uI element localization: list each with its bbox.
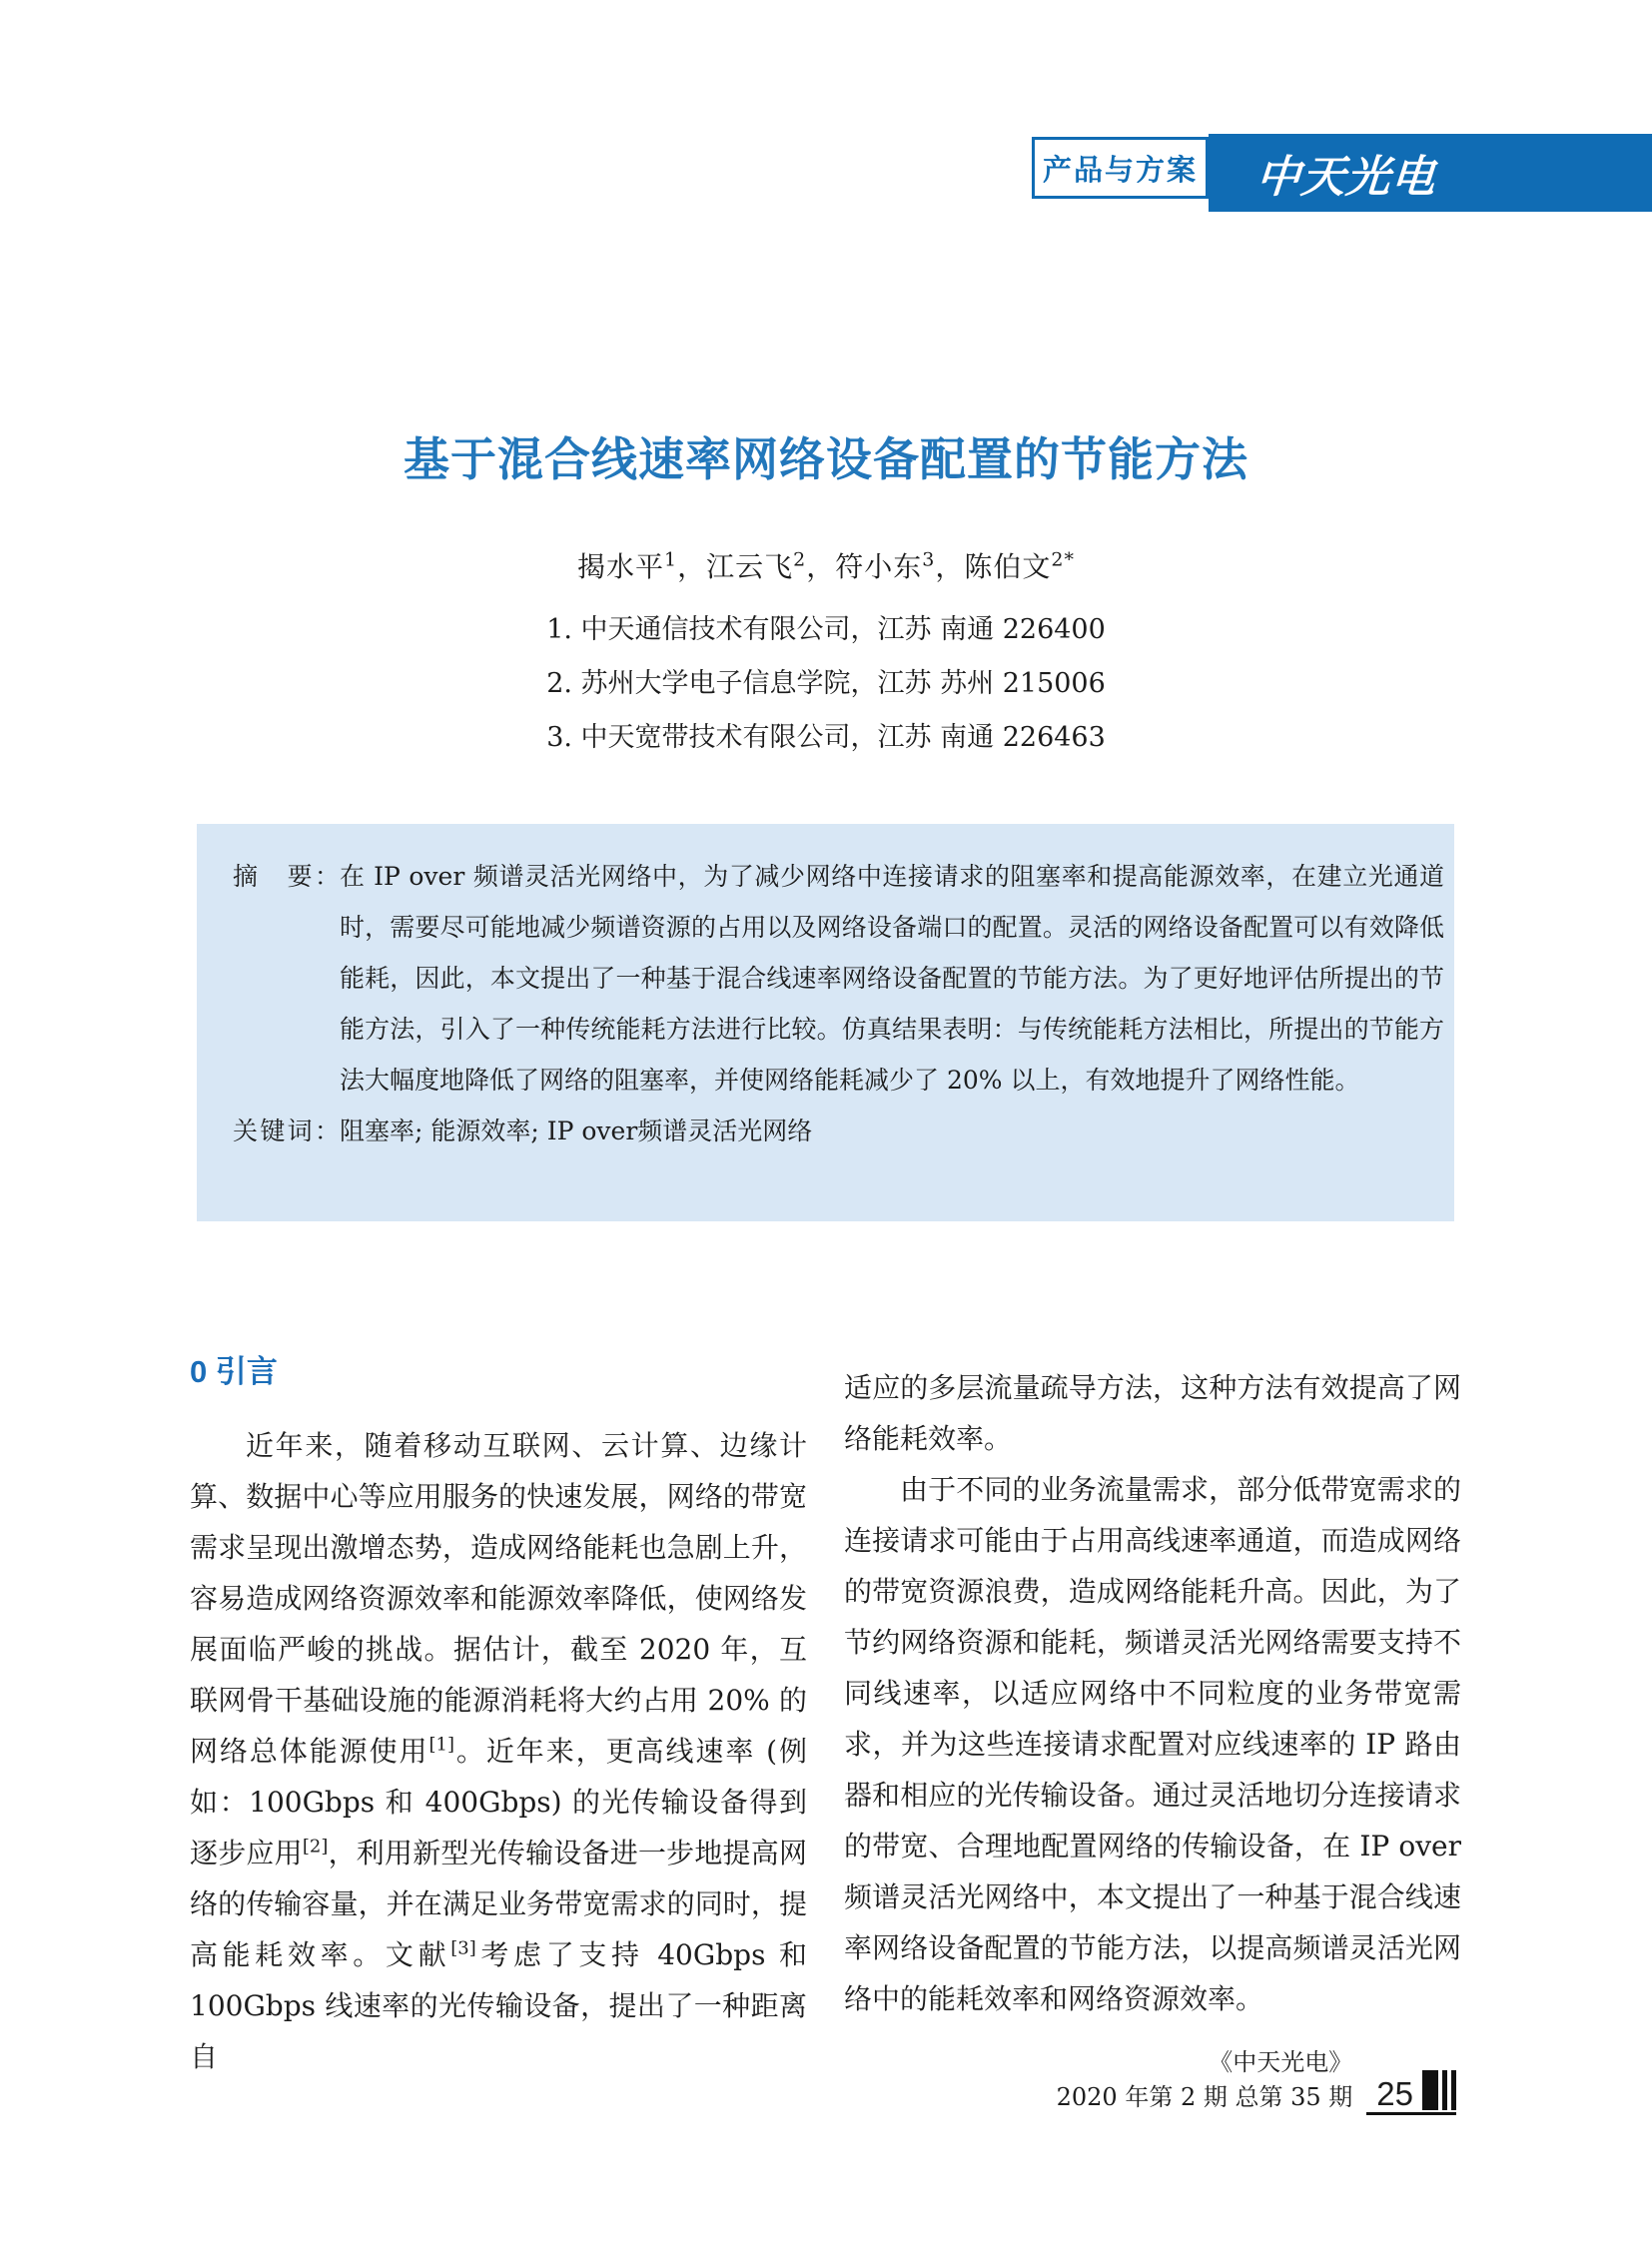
section-heading-intro: 0 引言 (190, 1354, 278, 1389)
abstract-label: 摘 要： (233, 862, 340, 891)
body-text-segment: ，利用新型光传输设备进一步地提高网络的传输容量，并在满足业务带宽需求的同时，提高能耗效率。文献 (190, 1837, 807, 1971)
left-column-paragraph (190, 1420, 807, 2082)
citation-ref: [2] (302, 1836, 329, 1858)
keywords-text: 阻塞率; 能源效率; IP over频谱灵活光网络 (340, 1117, 813, 1145)
abstract-row (233, 851, 1444, 1106)
journal-name: 《中天光电》 (1209, 2048, 1353, 2076)
keywords-row (233, 1106, 1444, 1156)
page-bars-icon (1422, 2070, 1456, 2110)
right-column-paragraph-1: 适应的多层流量疏导方法，这种方法有效提高了网络能耗效率。 (844, 1371, 1461, 1455)
brand-logo-text: 中天光电 (1253, 152, 1438, 203)
page-number-block (1366, 2070, 1456, 2115)
category-label: 产品与方案 (1042, 154, 1198, 187)
author-separator: ， (677, 550, 707, 583)
bar-thin (1442, 2070, 1447, 2110)
author-sup: 2* (1051, 548, 1075, 571)
bar-wide (1422, 2070, 1438, 2110)
author-name: 符小东 (835, 550, 923, 583)
affiliation-line: 1. 中天通信技术有限公司，江苏 南通 226400 (546, 614, 1106, 645)
body-text-segment: 近年来，随着移动互联网、云计算、边缘计算、数据中心等应用服务的快速发展，网络的带宽需求呈现出激增态势，造成网络能耗也急剧上升，容易造成网络资源效率和能源效率降低，使网络发展面临严峻的挑战。据估计，截至 2020 年，互联网骨干基础设施的能源消耗将大约占用 20% 的网络总体能源使用 (190, 1429, 807, 1768)
issue-info: 2020 年第 2 期 总第 35 期 (1056, 2083, 1353, 2111)
left-column (190, 1350, 807, 2082)
page-number: 25 (1376, 2075, 1413, 2112)
bar-thin (1451, 2070, 1456, 2110)
author-separator: ， (806, 550, 836, 583)
affiliations-block (0, 603, 1652, 765)
brand-bar (1209, 134, 1652, 212)
page-footer (1057, 2045, 1456, 2115)
keywords-label: 关键词： (233, 1117, 340, 1145)
author-sup: 2 (793, 548, 807, 571)
citation-ref: [3] (450, 1937, 476, 1959)
author-name: 江云飞 (706, 550, 794, 583)
footer-meta (1057, 2045, 1353, 2115)
body-text-segment: 考虑了支持 40Gbps 和 100Gbps 线速率的光传输设备，提出了一种距离自 (190, 1938, 807, 2073)
article-title: 基于混合线速率网络设备配置的节能方法 (404, 432, 1248, 486)
abstract-box (197, 824, 1454, 1221)
citation-ref: [1] (428, 1734, 454, 1756)
affiliation-line: 2. 苏州大学电子信息学院，江苏 苏州 215006 (546, 668, 1106, 699)
category-label-box (1032, 137, 1209, 199)
body-text-segment: 。近年来，更高线速率 (例如：100Gbps 和 400Gbps) 的光传输设备得到逐步应用 (190, 1735, 807, 1869)
affiliation-line: 3. 中天宽带技术有限公司，江苏 南通 226463 (546, 722, 1106, 753)
author-sup: 3 (922, 548, 936, 571)
authors-line (0, 545, 1652, 585)
author-name: 揭水平 (577, 550, 665, 583)
right-column (844, 1350, 1461, 2082)
body-columns (190, 1350, 1462, 2082)
author-separator: ， (935, 550, 965, 583)
right-column-paragraph-2: 由于不同的业务流量需求，部分低带宽需求的连接请求可能由于占用高线速率通道，而造成网络的带宽资源浪费，造成网络能耗升高。因此，为了节约网络资源和能耗，频谱灵活光网络需要支持不同线速率，以适应网络中不同粒度的业务带宽需求，并为这些连接请求配置对应线速率的 IP 路由器和相应的光传输设备。通过灵活地切分连接请求的带宽、合理地配置网络的传输设备，在 IP over 频谱灵活光网络中，本文提出了一种基于混合线速率网络设备配置的节能方法，以提高频谱灵活光网络中的能耗效率和网络资源效率。 (844, 1473, 1461, 2015)
author-sup: 1 (664, 548, 678, 571)
abstract-text: 在 IP over 频谱灵活光网络中，为了减少网络中连接请求的阻塞率和提高能源效率，在建立光通道时，需要尽可能地减少频谱资源的占用以及网络设备端口的配置。灵活的网络设备配置可以有效降低能耗，因此，本文提出了一种基于混合线速率网络设备配置的节能方法。为了更好地评估所提出的节能方法，引入了一种传统能耗方法进行比较。仿真结果表明：与传统能耗方法相比，所提出的节能方法大幅度地降低了网络的阻塞率，并使网络能耗减少了 20% 以上，有效地提升了网络性能。 (340, 862, 1444, 1095)
author-name: 陈伯文 (964, 550, 1052, 583)
